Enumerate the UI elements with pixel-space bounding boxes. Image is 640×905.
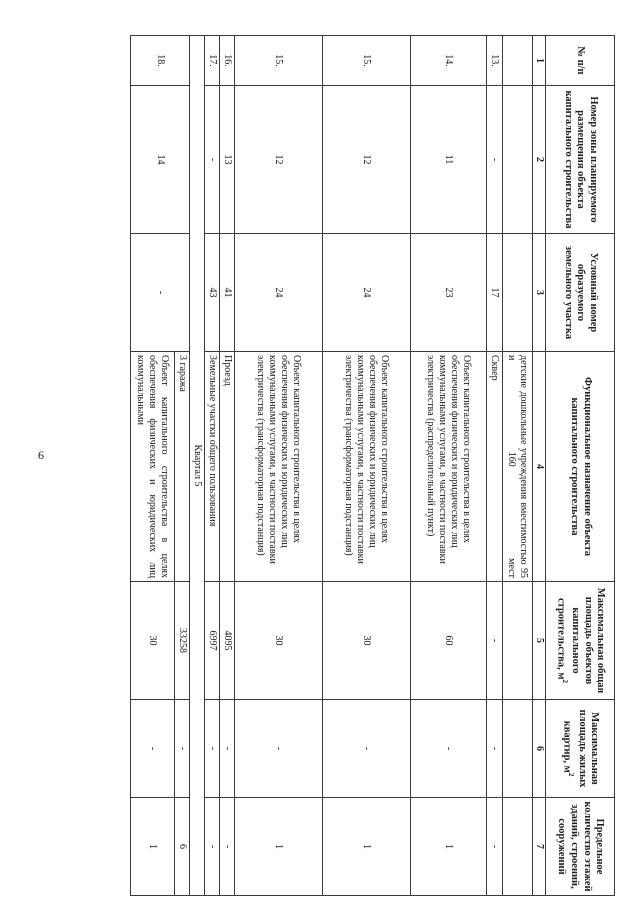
function-text: Земельные участки общего пользования (205, 352, 220, 582)
plot-number: 41 (220, 234, 235, 352)
table-row (220, 36, 235, 896)
function-text: Сквер (487, 352, 503, 582)
total-area: 6997 (205, 582, 220, 700)
row-number: 15. (323, 36, 411, 86)
floors: - (487, 798, 503, 896)
column-numbers-row (533, 36, 546, 896)
flat-area: - (235, 700, 323, 798)
column-number: 1 (533, 36, 546, 86)
zone-number: 11 (411, 86, 487, 234)
total-area: 30 (235, 582, 323, 700)
floors: - (205, 798, 220, 896)
header-floors: Предельное количество этажей зданий, строений, сооружений (546, 798, 615, 896)
function-text: Объект капитального строительства в целях обеспечения физических и юридических лиц коммунальными услугами, в частности поставки электричества (трансформаторная подстанция) (235, 352, 323, 582)
plot-number: 17 (487, 234, 503, 352)
total-area: 30 (323, 582, 411, 700)
table-row (487, 36, 503, 896)
floors: 1 (235, 798, 323, 896)
zone-number: - (487, 86, 503, 234)
flat-area: - (487, 700, 503, 798)
zone-number (503, 86, 533, 234)
row-number: 13. (487, 36, 503, 86)
row-number: 16. (220, 36, 235, 86)
function-text: 3 гаража (175, 352, 190, 582)
table-row (503, 36, 533, 896)
header-row (546, 36, 615, 896)
construction-objects-table (130, 35, 615, 896)
column-number: 5 (533, 582, 546, 700)
header-function: Функциональное назначение объекта капитального строительства (546, 352, 615, 582)
function-text: детские дошкольные учреждения вместимостью 95 и 160 мест (503, 352, 533, 582)
zone-number: 13 (220, 86, 235, 234)
function-text: Объект капитального строительства в целях обеспечения физических и юридических лиц коммунальными (131, 352, 175, 582)
row-number: 17. (205, 36, 220, 86)
row-number: 15. (235, 36, 323, 86)
flat-area: - (411, 700, 487, 798)
floors (503, 798, 533, 896)
column-number: 6 (533, 700, 546, 798)
table-row (235, 36, 323, 896)
table-row (323, 36, 411, 896)
function-text: Проезд (220, 352, 235, 582)
column-number: 3 (533, 234, 546, 352)
table-row (205, 36, 220, 896)
quarter-row (190, 36, 205, 896)
table-row (411, 36, 487, 896)
total-area: - (487, 582, 503, 700)
table-row (175, 36, 190, 896)
row-number: 18. (131, 36, 190, 86)
plot-number: 24 (235, 234, 323, 352)
total-area (503, 582, 533, 700)
quarter-label: Квартал 5 (190, 36, 205, 896)
floors: 1 (323, 798, 411, 896)
flat-area: - (131, 700, 175, 798)
zone-number: 12 (323, 86, 411, 234)
page-number: 6 (38, 448, 44, 462)
row-number: 14. (411, 36, 487, 86)
column-number: 2 (533, 86, 546, 234)
header-zone: Номер зоны планируемого размещения объекта капитального строительства (546, 86, 615, 234)
header-plot: Условный номер образуемого земельного участка (546, 234, 615, 352)
plot-number (503, 234, 533, 352)
plot-number: 43 (205, 234, 220, 352)
function-text: Объект капитального строительства в целях обеспечения физических и юридических лиц коммунальными услугами, в частности поставки электричества (трансформаторная подстанция) (323, 352, 411, 582)
column-number: 7 (533, 798, 546, 896)
total-area: 33258 (175, 582, 190, 700)
function-text: Объект капитального строительства в целях обеспечения физических и юридических лиц коммунальными услугами, в частности поставки электричества (распределительный пункт) (411, 352, 487, 582)
total-area: 60 (411, 582, 487, 700)
rotated-table-sheet (55, 35, 615, 895)
floors: - (220, 798, 235, 896)
plot-number: - (131, 234, 190, 352)
row-number (503, 36, 533, 86)
flat-area: - (175, 700, 190, 798)
flat-area (503, 700, 533, 798)
floors: 1 (131, 798, 175, 896)
total-area: 30 (131, 582, 175, 700)
flat-area: - (205, 700, 220, 798)
floors: 1 (411, 798, 487, 896)
flat-area: - (220, 700, 235, 798)
zone-number: 14 (131, 86, 190, 234)
column-number: 4 (533, 352, 546, 582)
plot-number: 24 (323, 234, 411, 352)
zone-number: 12 (235, 86, 323, 234)
total-area: 4095 (220, 582, 235, 700)
plot-number: 23 (411, 234, 487, 352)
floors: 6 (175, 798, 190, 896)
header-flat-area: Максимальная площадь жилых квартир, $м^2$ (546, 700, 615, 798)
header-number: № п/п (546, 36, 615, 86)
zone-number: - (205, 86, 220, 234)
header-total-area: Максимальная общая площадь объектов капитального строительства, $м^2$ (546, 582, 615, 700)
flat-area: - (323, 700, 411, 798)
